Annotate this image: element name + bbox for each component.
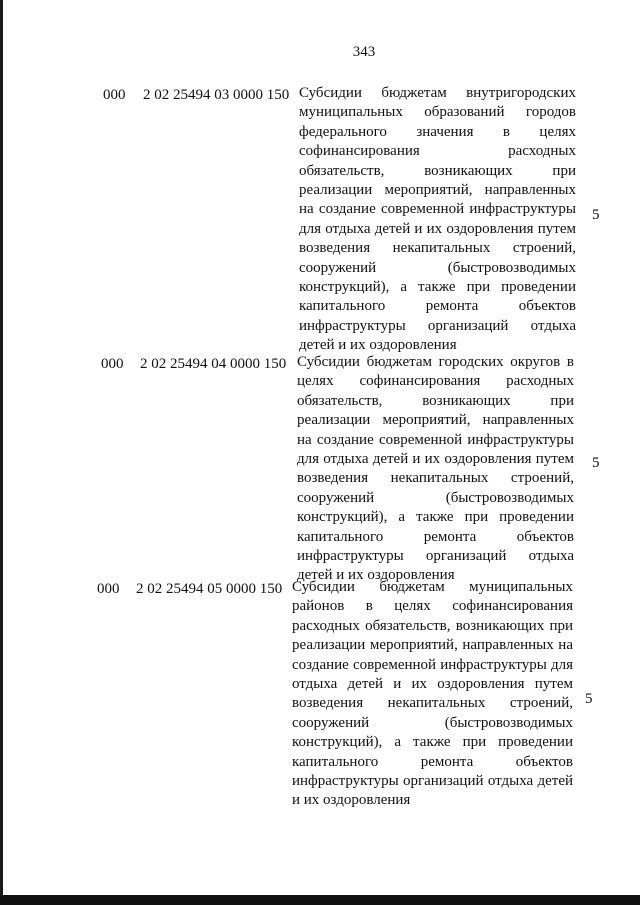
scan-left-edge xyxy=(0,0,3,905)
admin-code: 000 xyxy=(103,87,126,103)
income-description: Субсидии бюджетам городских округов в целях софинансирования расходных обязательств, возникающих при реализации мероприятий, направленных на создание современной инфраструктуры для отдыха детей и их оздоровления путем возведения некапитальных строений, сооружений (быстровозводимых конструкций), а также при проведении капитального ремонта объектов инфраструктуры организаций отдыха детей и их оздоровления xyxy=(297,354,574,584)
budget-classification-code: 2 02 25494 04 0000 150 xyxy=(140,356,287,372)
budget-classification-code: 2 02 25494 05 0000 150 xyxy=(136,581,283,597)
amount-value: 5 xyxy=(592,207,600,223)
budget-classification-code: 2 02 25494 03 0000 150 xyxy=(143,87,290,103)
amount-value: 5 xyxy=(592,455,600,471)
page-number: 343 xyxy=(352,44,376,60)
income-description: Субсидии бюджетам внутригородских муниципальных образований городов федерального значения в целях софинансирования расходных обязательств, возникающих при реализации мероприятий, направленных на создание современной инфраструктуры для отдыха детей и их оздоровления путем возведения некапитальных строений, сооружений (быстровозводимых конструкций), а также при проведении капитального ремонта объектов инфраструктуры организаций отдыха детей и их оздоровления xyxy=(299,85,576,354)
admin-code: 000 xyxy=(97,581,120,597)
scan-bottom-edge xyxy=(0,895,640,905)
amount-value: 5 xyxy=(585,691,593,707)
income-description: Субсидии бюджетам муниципальных районов в целях софинансирования расходных обязательств, возникающих при реализации мероприятий, направленных на создание современной инфраструктуры для отдыха детей и их оздоровления путем возведения некапитальных строений, сооружений (быстровозводимых конструкций), а также при проведении капитального ремонта объектов инфраструктуры организаций отдыха детей и их оздоровления xyxy=(292,579,573,809)
admin-code: 000 xyxy=(101,356,124,372)
